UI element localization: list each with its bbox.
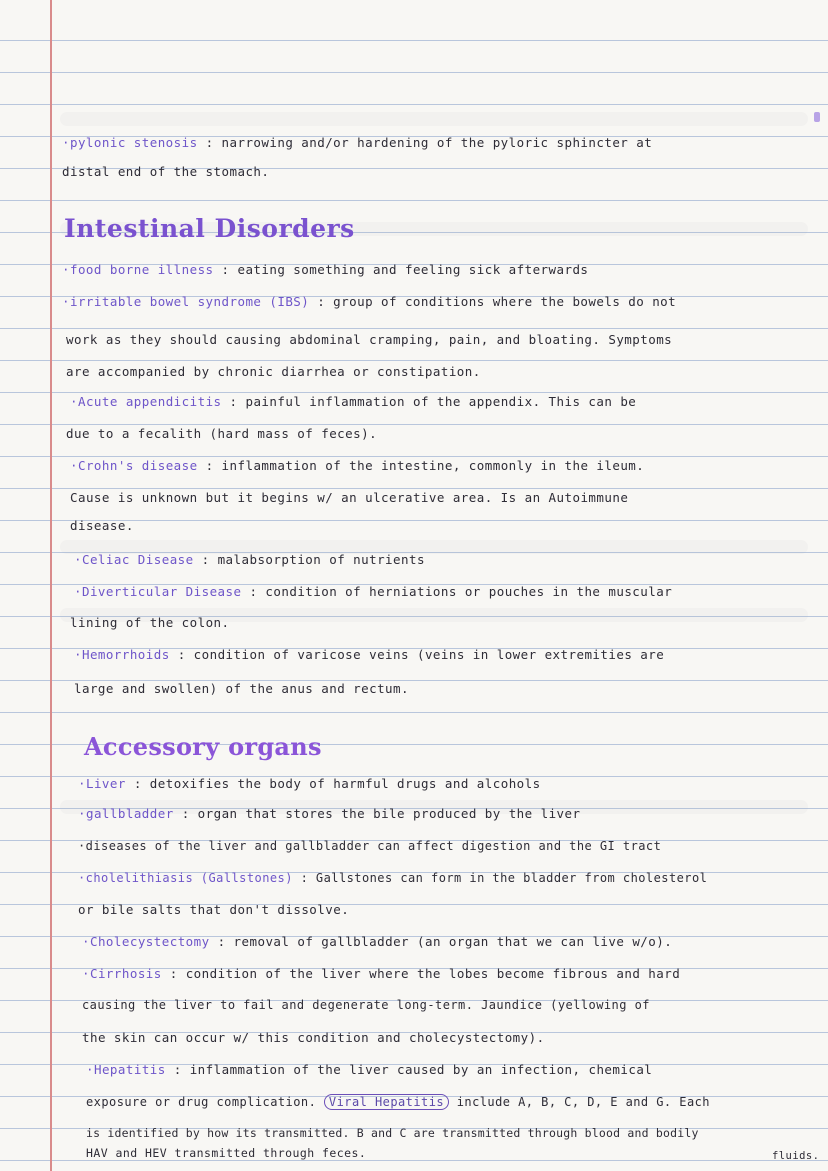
note-term: ·Cirrhosis [82, 966, 162, 981]
note-text: : group of conditions where the bowels do not [309, 294, 677, 309]
note-line [62, 262, 588, 277]
note-line: disease. [70, 518, 134, 533]
note-line [70, 394, 636, 409]
note-line: work as they should causing abdominal cramping, pain, and bloating. Symptoms [66, 332, 673, 347]
note-line [74, 584, 672, 599]
note-line [86, 1094, 710, 1110]
note-line [82, 934, 672, 949]
note-term: ·Crohn's disease [70, 458, 198, 473]
note-text: : condition of herniations or pouches in the muscular [241, 584, 673, 599]
note-text: : Gallstones can form in the bladder from cholesterol [292, 871, 708, 885]
note-line [62, 135, 652, 150]
note-text: : inflammation of the liver caused by an infection, chemical [165, 1062, 653, 1077]
note-line [82, 966, 680, 981]
note-line: or bile salts that don't dissolve. [78, 902, 350, 917]
note-term: ·cholelithiasis (Gallstones) [78, 871, 293, 885]
note-line [62, 294, 676, 309]
note-line [86, 1062, 652, 1077]
note-line: HAV and HEV transmitted through feces. [86, 1146, 367, 1160]
note-text: : organ that stores the bile produced by the liver [173, 806, 581, 821]
note-line: distal end of the stomach. [62, 164, 270, 179]
note-text: : detoxifies the body of harmful drugs and alcohols [125, 776, 541, 791]
note-text: exposure or drug complication. [86, 1095, 324, 1109]
note-line: causing the liver to fail and degenerate long-term. Jaundice (yellowing of [82, 998, 650, 1012]
circled-term: Viral Hepatitis [324, 1094, 449, 1110]
note-term: ·food borne illness [62, 262, 214, 277]
note-text: : narrowing and/or hardening of the pyloric sphincter at [197, 135, 653, 150]
note-line [70, 458, 644, 473]
note-term: ·Cholecystectomy [82, 934, 210, 949]
note-line: lining of the colon. [70, 615, 230, 630]
note-line [74, 552, 425, 567]
note-text: : condition of varicose veins (veins in lower extremities are [169, 647, 665, 662]
note-text: : painful inflammation of the appendix. This can be [221, 394, 637, 409]
note-line: are accompanied by chronic diarrhea or constipation. [66, 364, 481, 379]
note-line: the skin can occur w/ this condition and cholecystectomy). [82, 1030, 545, 1045]
section-heading: Accessory organs [84, 732, 322, 761]
note-text: : malabsorption of nutrients [193, 552, 425, 567]
note-term: ·Acute appendicitis [70, 394, 222, 409]
note-text: include A, B, C, D, E and G. Each [449, 1095, 710, 1109]
section-heading: Intestinal Disorders [64, 214, 355, 243]
note-line: ·diseases of the liver and gallbladder can affect digestion and the GI tract [78, 839, 662, 853]
note-text: : eating something and feeling sick afterwards [213, 262, 589, 277]
note-line: is identified by how its transmitted. B and C are transmitted through blood and bodily [86, 1126, 699, 1140]
note-line: fluids. [772, 1150, 820, 1162]
note-line [78, 776, 541, 791]
note-text: : condition of the liver where the lobes become fibrous and hard [161, 966, 681, 981]
note-line [78, 871, 707, 885]
note-term: ·pylonic stenosis [62, 135, 198, 150]
note-term: ·Hepatitis [86, 1062, 166, 1077]
note-term: ·Liver [78, 776, 126, 791]
note-term: ·Celiac Disease [74, 552, 194, 567]
note-line: Cause is unknown but it begins w/ an ulcerative area. Is an Autoimmune [70, 490, 629, 505]
note-line [78, 806, 580, 821]
note-term: ·Diverticular Disease [74, 584, 242, 599]
note-line: due to a fecalith (hard mass of feces). [66, 426, 378, 441]
note-term: ·irritable bowel syndrome (IBS) [62, 294, 310, 309]
note-term: ·Hemorrhoids [74, 647, 170, 662]
note-line [74, 647, 664, 662]
note-term: ·gallbladder [78, 806, 174, 821]
note-text: : removal of gallbladder (an organ that we can live w/o). [209, 934, 673, 949]
note-text: : inflammation of the intestine, commonly in the ileum. [197, 458, 645, 473]
note-line: large and swollen) of the anus and rectum. [74, 681, 409, 696]
